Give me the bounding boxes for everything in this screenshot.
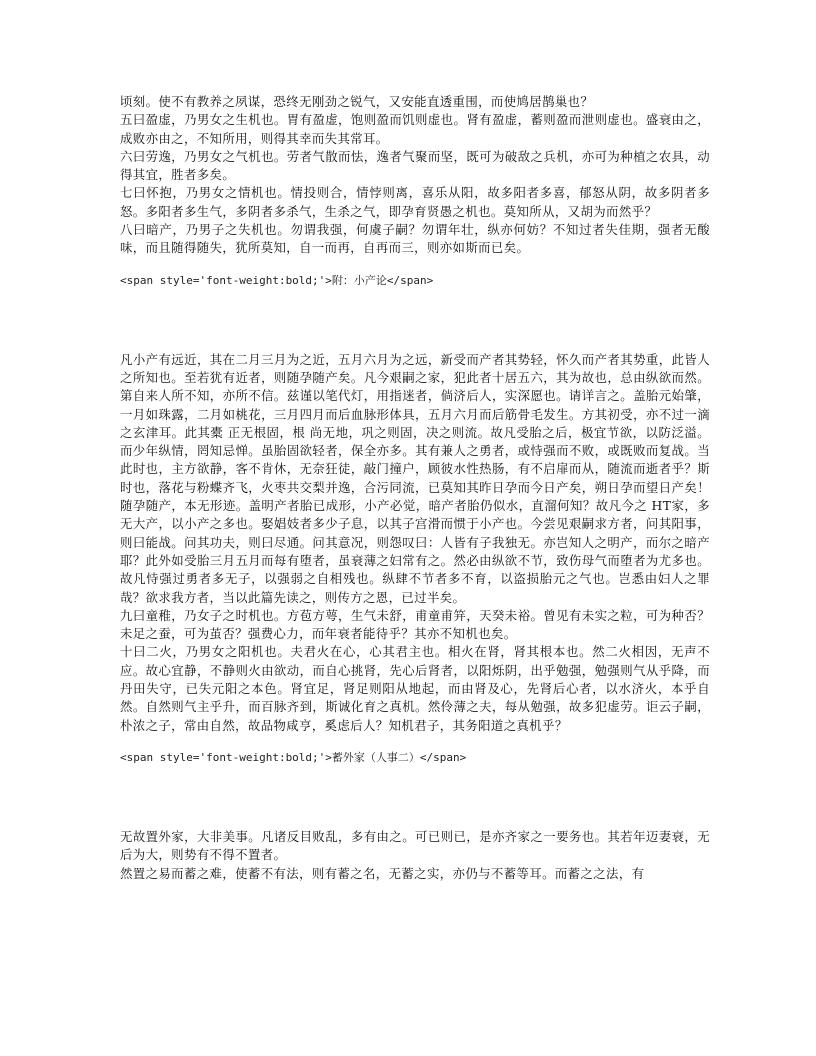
paragraph: 六曰劳逸，乃男女之气机也。劳者气散而怯，逸者气聚而坚，既可为破敌之兵机，亦可为种植之农具，动得其宜，胜者多矣。 xyxy=(120,148,710,183)
spacer xyxy=(120,290,710,351)
section-heading-raw-markup: <span style='font-weight:bold;'>蓄外家（人事二）</span> xyxy=(120,750,467,764)
paragraph: 八曰暗产，乃男子之失机也。勿谓我强，何虞子嗣？勿谓年壮，纵亦何妨？不知过者失佳期，强者无酸味，而且随得随失，犹所莫知，自一而再，自再而三，则亦如斯而已矣。 xyxy=(120,222,710,256)
paragraph: 无故置外家，大非美事。凡诸反目败乱，多有由之。可已则已，是亦齐家之一要务也。其若年迈妻衰，无后为大，则势有不得不置者。 xyxy=(120,828,710,863)
paragraph: 顷刻。使不有教养之夙谋，恐终无刚劲之锐气，又安能直透重围，而使鸠居鹊巢也？ xyxy=(120,94,594,109)
spacer xyxy=(120,767,710,828)
paragraph: 七曰怀抱，乃男女之情机也。情投则合，情悖则离，喜乐从阳，故多阳者多喜，郁怒从阴，故多阴者多怒。多阳者多生气，多阴者多杀气，生杀之气，即孕育贤愚之机也。莫知所从，又胡为而然乎？ xyxy=(120,185,710,219)
paragraph: 九曰童稚，乃女子之时机也。方苞方萼，生气未舒，甫童甫笄，天癸未裕。曾见有未实之粒，可为种否？未足之蚕，可为茧否？强费心力，而年衰者能待乎？其亦不知机也矣。 xyxy=(120,607,710,642)
section-heading-raw-markup: <span style='font-weight:bold;'>附：小产论</span> xyxy=(120,273,434,287)
paragraph: 凡小产有远近，其在二月三月为之近，五月六月为之远，新受而产者其势轻，怀久而产者其势重，此皆人之所知也。至若犹有近者，则随孕随产矣。凡今艰嗣之家，犯此者十居五六，其为故也，总由纵欲而然。第自来人所不知，亦所不信。兹谨以笔代灯，用指迷者，倘济后人，实深愿也。请详言之。盖胎元始肇，一月如珠露，二月如桃花，三月四月而后血脉形体具，五月六月而后筋骨毛发生。方其初受，亦不过一滴之玄津耳。此其橐 正无根固，根 尚无地，巩之则固，决之则流。故凡受胎之后，极宜节欲，以防泛溢。而少年纵情，罔知忌惮。虽胎固欲轻者，保全亦多。其有兼人之勇者，或恃强而不败，或既败而复战。当此时也，主方欲静，客不肯休，无奈狂徒，敲门撞户，顾彼水性热肠，有不启扉而从，随流而逝者乎？斯时也，落花与粉蝶齐飞，火枣共交梨并逸，合污同流，已莫知其昨日孕而今日产矣，朔日孕而望日产矣！随孕随产，本无形迹。盖明产者胎已成形，小产必觉，暗产者胎仍似水，直溜何知？故凡今之 HT家，多无大产，以小产之多也。娶娼妓者多少子息，以其子宫滑而惯于小产也。今尝见艰嗣求方者，问其阳事，则曰能战。问其功夫，则曰尽通。问其意况，则怨叹曰：人皆有子我独无。亦岂知人之明产，而尔之暗产耶？此外如受胎三月五月而每有堕者，虽衰薄之妇常有之。然必由纵欲不节，致伤母气而堕者为尤多也。故凡恃强过勇者多无子，以强弱之自相残也。纵肆不节者多不育，以盗损胎元之气也。岂悉由妇人之罪哉？欲求我方者，当以此篇先读之，则传方之恩，已过半矣。 xyxy=(120,351,710,605)
document-page xyxy=(120,93,710,883)
paragraph: 然置之易而蓄之难，使蓄不有法，则有蓄之名，无蓄之实，亦仍与不蓄等耳。而蓄之之法，有 xyxy=(120,865,645,881)
paragraph: 五曰盈虚，乃男女之生机也。胃有盈虚，饱则盈而饥则虚也。肾有盈虚，蓄则盈而泄则虚也。盛衰由之，成败亦由之，不知所用，则得其幸而失其常耳。 xyxy=(120,112,710,146)
paragraph: 十曰二火，乃男女之阳机也。夫君火在心，心其君主也。相火在肾，肾其根本也。然二火相因，无声不应。故心宜静，不静则火由欲动，而自心挑肾，先心后肾者，以阳烁阴，出乎勉强，勉强则气从乎降，而丹田失守，已失元阳之本色。肾宜足，肾足则阳从地起，而由肾及心，先肾后心者，以水济火，本乎自然。自然则气主乎升，而百脉齐到，斯诚化育之真机。然伶薄之夫，每从勉强，故多犯虚劳。讵云子嗣，朴浓之子，常由自然，故品物咸亨，奚虑后人？知机君子，其务阳道之真机乎？ xyxy=(120,644,710,733)
